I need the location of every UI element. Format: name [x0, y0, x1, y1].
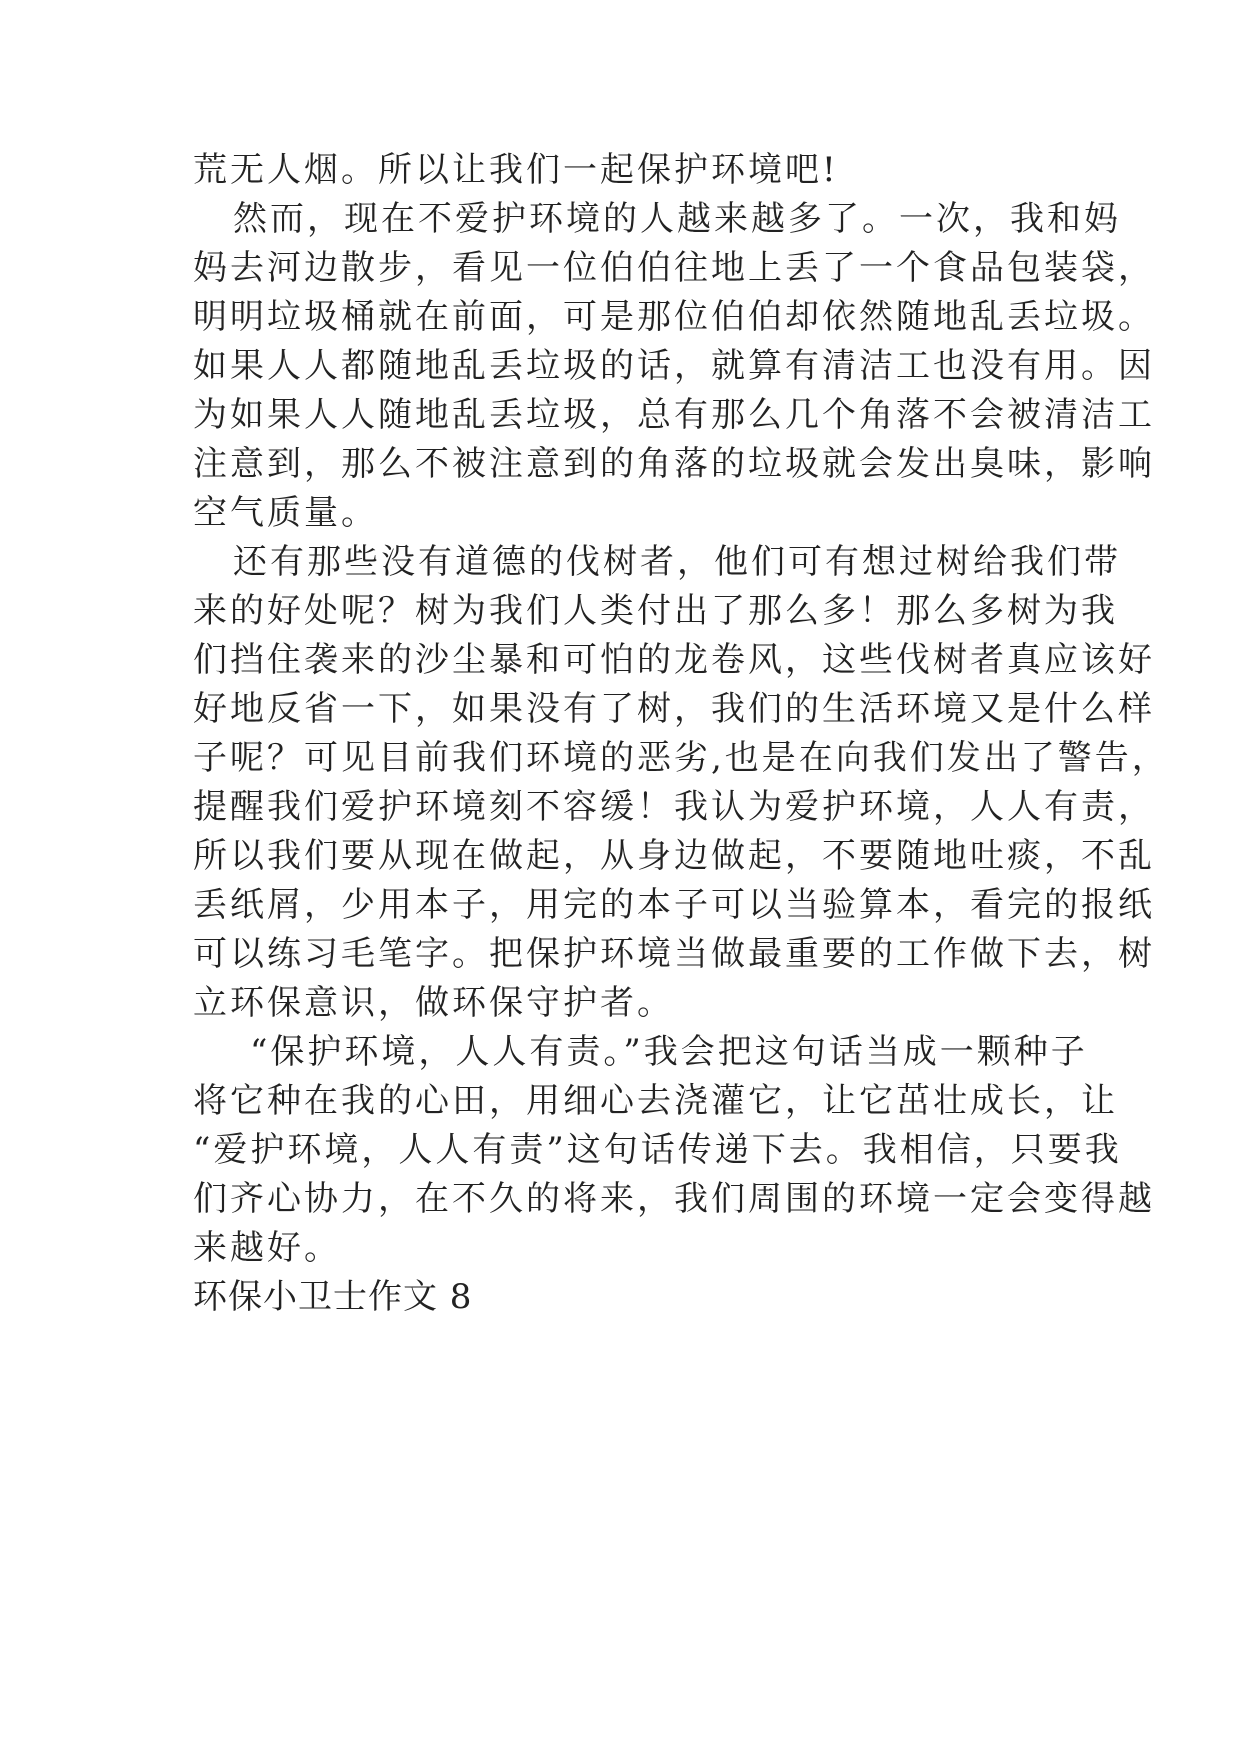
text-line: 将它种在我的心田，用细心去浇灌它，让它茁壮成长，让	[193, 1081, 1118, 1121]
text-line: 注意到，那么不被注意到的角落的垃圾就会发出臭味，影响	[193, 444, 1155, 484]
text-line: 妈去河边散步，看见一位伯伯往地上丢了一个食品包装袋，	[193, 248, 1155, 288]
text-line: 丢纸屑，少用本子，用完的本子可以当验算本，看完的报纸	[193, 885, 1155, 925]
text-line: 所以我们要从现在做起，从身边做起，不要随地吐痰，不乱	[193, 836, 1155, 876]
text-line: 立环保意识，做环保守护者。	[193, 983, 674, 1023]
text-line: 提醒我们爱护环境刻不容缓！我认为爱护环境，人人有责，	[193, 787, 1155, 827]
text-line: 们齐心协力，在不久的将来，我们周围的环境一定会变得越	[193, 1179, 1155, 1219]
text-line: 荒无人烟。所以让我们一起保护环境吧!	[193, 150, 839, 190]
text-line: 明明垃圾桶就在前面，可是那位伯伯却依然随地乱丢垃圾。	[193, 297, 1155, 337]
text-line: “爱护环境，人人有责”这句话传递下去。我相信，只要我	[193, 1130, 1122, 1170]
text-line: 可以练习毛笔字。把保护环境当做最重要的工作做下去，树	[193, 934, 1155, 974]
text-line: 为如果人人随地乱丢垃圾，总有那么几个角落不会被清洁工	[193, 395, 1155, 435]
text-line: 们挡住袭来的沙尘暴和可怕的龙卷风，这些伐树者真应该好	[193, 640, 1155, 680]
text-line: 子呢？可见目前我们环境的恶劣,也是在向我们发出了警告，	[193, 738, 1169, 778]
paragraph-start-line: “保护环境，人人有责。”我会把这句话当成一颗种子	[250, 1032, 1088, 1072]
text-line: 好地反省一下，如果没有了树，我们的生活环境又是什么样	[193, 689, 1155, 729]
text-line: 来的好处呢？树为我们人类付出了那么多！那么多树为我	[193, 591, 1118, 631]
text-line: 空气质量。	[193, 493, 378, 533]
text-line: 来越好。	[193, 1228, 341, 1268]
section-heading: 环保小卫士作文 8	[193, 1277, 473, 1317]
paragraph-start-line: 还有那些没有道德的伐树者，他们可有想过树给我们带	[233, 542, 1121, 582]
text-line: 如果人人都随地乱丢垃圾的话，就算有清洁工也没有用。因	[193, 346, 1155, 386]
paragraph-start-line: 然而，现在不爱护环境的人越来越多了。一次，我和妈	[233, 199, 1121, 239]
